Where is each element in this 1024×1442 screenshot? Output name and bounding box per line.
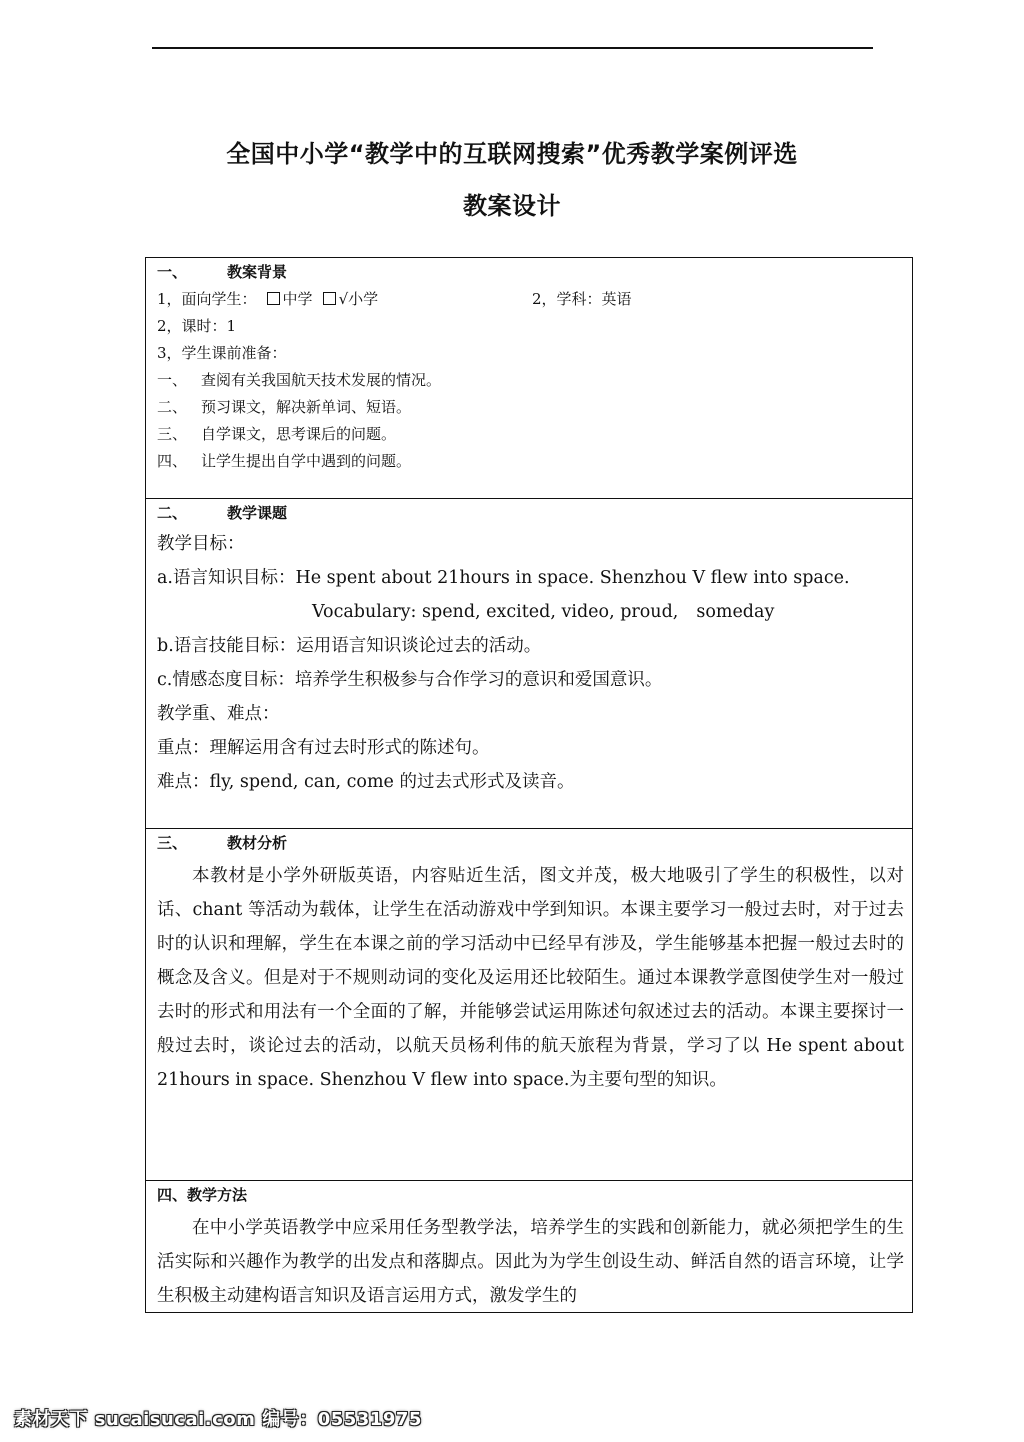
vocabulary-last: someday xyxy=(696,602,775,622)
section-number: 一、 xyxy=(157,263,188,281)
checkbox-middle-school xyxy=(267,292,280,305)
audience-row xyxy=(157,286,904,313)
key-points-title: 教学重、难点： xyxy=(157,704,280,724)
watermark: 素材天下 sucaisucai.com 编号：05531975 xyxy=(14,1409,422,1430)
document-title: 全国中小学“教学中的互联网搜索”优秀教学案例评选 xyxy=(226,140,798,168)
checkbox-primary-school xyxy=(323,292,336,305)
section-title: 教学方法 xyxy=(187,1186,248,1204)
lesson-plan-table xyxy=(145,257,913,1313)
section-number: 四、 xyxy=(157,1186,188,1204)
prep-item-number: 三、 xyxy=(157,425,188,443)
key-point: 重点：理解运用含有过去时形式的陈述句。 xyxy=(157,738,490,758)
vocabulary-list: Vocabulary: spend, excited, video, proud, xyxy=(312,602,679,622)
goal-attitude: c.情感态度目标：培养学生积极参与合作学习的意识和爱国意识。 xyxy=(157,670,663,690)
goals-title: 教学目标： xyxy=(157,534,245,554)
section-material-analysis xyxy=(146,829,912,1181)
section-title: 教学课题 xyxy=(227,504,288,522)
goal-skill: b.语言技能目标：运用语言知识谈论过去的活动。 xyxy=(157,636,542,656)
section-heading xyxy=(157,499,904,527)
prep-item xyxy=(157,448,904,475)
section-title: 教材分析 xyxy=(227,834,288,852)
prep-title: 3，学生课前准备： xyxy=(157,344,287,362)
prep-item-text: 预习课文，解决新单词、短语。 xyxy=(201,398,412,416)
class-hours: 2，课时：1 xyxy=(157,317,237,335)
section-number: 三、 xyxy=(157,834,188,852)
prep-item-number: 二、 xyxy=(157,398,188,416)
section-number: 二、 xyxy=(157,504,188,522)
option-middle-school: 中学 xyxy=(282,290,313,308)
section-topic xyxy=(146,499,912,829)
section-background xyxy=(146,258,912,499)
prep-item xyxy=(157,367,904,394)
prep-item-number: 四、 xyxy=(157,452,188,470)
top-rule xyxy=(152,47,873,49)
analysis-paragraph: 本教材是小学外研版英语，内容贴近生活，图文并茂，极大地吸引了学生的积极性，以对话、chant 等活动为载体，让学生在活动游戏中学到知识。本课主要学习一般过去时，对于过去时的认识和理解，学生在本课之前的学习活动中已经早有涉及，学生能够基本把握一般过去时的概念及含义。但是对于不规则动词的变化及运用还比较陌生。通过本课教学意图使学生对一般过去时的形式和用法有一个全面的了解，并能够尝试运用陈述句叙述过去的活动。本课主要探讨一般过去时，谈论过去的活动，以航天员杨利伟的航天旅程为背景，学习了以 He spent about 21hours in space. Shenzhou V flew into space.为主要句型的知识。 xyxy=(157,866,904,1090)
subject-text: 2，学科：英语 xyxy=(532,290,632,308)
prep-item xyxy=(157,421,904,448)
prep-item xyxy=(157,394,904,421)
section-heading xyxy=(157,1181,904,1209)
option-primary-school: √小学 xyxy=(338,290,379,308)
section-teaching-method xyxy=(146,1181,912,1312)
goal-knowledge: a.语言知识目标：He spent about 21hours in space. Shenzhou V flew into space. xyxy=(157,568,850,588)
section-heading xyxy=(157,258,904,286)
prep-item-number: 一、 xyxy=(157,371,188,389)
document-subtitle: 教案设计 xyxy=(463,192,561,220)
difficult-point: 难点：fly, spend, can, come 的过去式形式及读音。 xyxy=(157,772,575,792)
section-heading xyxy=(157,829,904,857)
prep-item-text: 查阅有关我国航天技术发展的情况。 xyxy=(201,371,442,389)
audience-label: 1，面向学生： xyxy=(157,290,257,308)
method-paragraph: 在中小学英语教学中应采用任务型教学法，培养学生的实践和创新能力，就必须把学生的生活实际和兴趣作为教学的出发点和落脚点。因此为为学生创设生动、鲜活自然的语言环境，让学生积极主动建构语言知识及语言运用方式，激发学生的 xyxy=(157,1218,904,1306)
vocabulary-line xyxy=(157,595,904,629)
prep-item-text: 让学生提出自学中遇到的问题。 xyxy=(201,452,412,470)
prep-item-text: 自学课文，思考课后的问题。 xyxy=(201,425,397,443)
section-title: 教案背景 xyxy=(227,263,288,281)
